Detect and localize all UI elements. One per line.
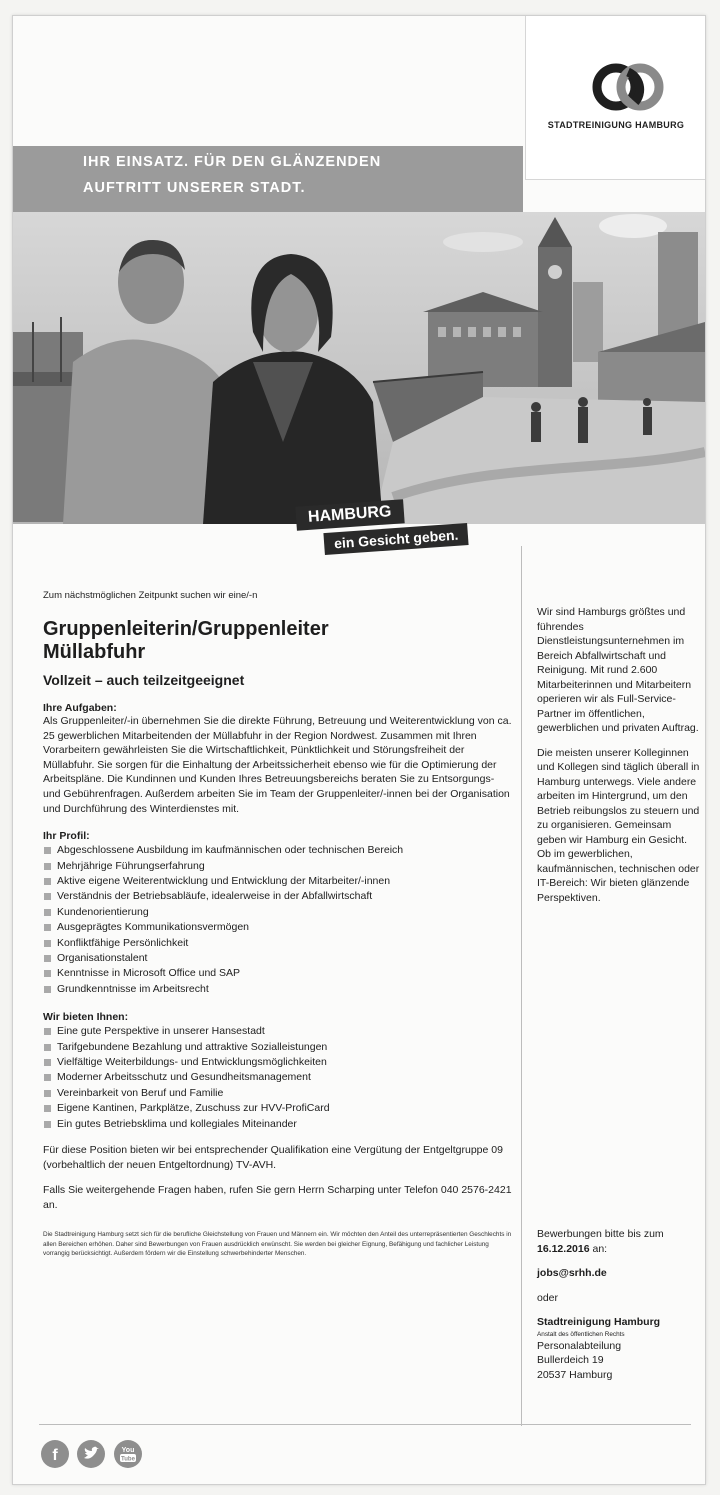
salary-text: Für diese Position bieten wir bei entsprechender Qualifikation eine Vergütung der Entgeltgruppe 09 (vorbehaltlich der neuen Entgeltordnung) TV-AVH. xyxy=(43,1144,503,1171)
tasks-text: Als Gruppenleiter/-in übernehmen Sie die direkte Führung, Betreuung und Weiterentwicklung von ca. 25 gewerblichen Mitarbeitenden der Müllabfuhr in der Region Nordwest. Zusammen mit Ihren Vorarbeitern gewährleisten Sie die Wirtschaftlichkeit, Pünktlichkeit und Störungsfreiheit der Müllabfuhr. Sie sorgen für die Einhaltung der Arbeitssicherheit ebenso wie für die Optimierung der Arbeitspläne. Die Kundinnen und Kunden Ihres Betreuungsbereichs beraten Sie zu Entsorgungs- und Gebührenfragen. Außerdem arbeiten Sie im Team der Gruppenleiter/-innen bei der Organisation und Durchführung des Winterdienstes mit. xyxy=(43,715,512,815)
logo-box xyxy=(525,16,706,180)
list-item: Vereinbarkeit von Beruf und Familie xyxy=(43,1086,513,1101)
list-item: Tarifgebundene Bezahlung und attraktive Sozialleistungen xyxy=(43,1040,513,1055)
list-item: Moderner Arbeitsschutz und Gesundheitsmanagement xyxy=(43,1070,513,1085)
list-item: Aktive eigene Weiterentwicklung und Entwicklung der Mitarbeiter/-innen xyxy=(43,874,513,889)
list-item: Organisationstalent xyxy=(43,951,513,966)
org-subtitle: Anstalt des öffentlichen Rechts xyxy=(537,1330,625,1338)
intro-text: Zum nächstmöglichen Zeitpunkt suchen wir eine/-n xyxy=(43,590,258,601)
tasks-heading: Ihre Aufgaben: xyxy=(43,702,117,714)
interlocked-rings-logo-icon xyxy=(588,56,668,118)
job-title-line-1: Gruppenleiterin/Gruppenleiter xyxy=(43,618,329,640)
list-item: Verständnis der Betriebsabläufe, idealerweise in der Abfallwirtschaft xyxy=(43,889,513,904)
equality-disclaimer: Die Stadtreinigung Hamburg setzt sich für die berufliche Gleichstellung von Frauen und Männern ein. Wir möchten den Anteil des unterrepräsentierten Geschlechts in allen Bereichen erhöhen. Daher sind Bewerbungen von Frauen ausdrücklich erwünscht. Sie werden bei gleicher Eignung, Befähigung und fachlicher Leistung vorrangig berücksichtigt. Außerdem fördern wir die Einstellung schwerbehinderter Menschen. xyxy=(43,1231,512,1257)
org-name: Stadtreinigung Hamburg xyxy=(537,1316,661,1328)
offer-list xyxy=(43,1024,513,1132)
apply-suffix: an: xyxy=(592,1242,608,1255)
social-icons xyxy=(41,1440,146,1473)
column-divider xyxy=(521,546,522,1426)
brand-name: STADTREINIGUNG HAMBURG xyxy=(547,120,685,130)
about-text-2: Die meisten unserer Kolleginnen und Kollegen sind täglich überall in Hamburg unterwegs. Viele andere arbeiten im Hintergrund, um den Betrieb reibungslos zu steuern und zu organisieren. Gemeinsam geben wir Hamburg ein Gesicht. Ob im gewerblichen, kaufmännischen, technischen oder IT-Bereich: Wir bieten glänzende Perspektiven. xyxy=(537,746,700,904)
side-column xyxy=(537,605,701,905)
list-item: Vielfältige Weiterbildungs- und Entwicklungsmöglichkeiten xyxy=(43,1055,513,1070)
svg-text:You: You xyxy=(121,1447,135,1454)
list-item: Kundenorientierung xyxy=(43,905,513,920)
about-block-1 xyxy=(537,605,701,736)
street: Bullerdeich 19 xyxy=(537,1354,604,1366)
job-title xyxy=(43,618,513,664)
profile-list xyxy=(43,843,513,997)
contact-text: Falls Sie weitergehende Fragen haben, rufen Sie gern Herrn Scharping unter Telefon 040 2576-2421 an. xyxy=(43,1184,512,1211)
slogan-line-2: AUFTRITT UNSERER STADT. xyxy=(83,180,306,196)
facebook-icon[interactable] xyxy=(41,1440,69,1468)
or-text: oder xyxy=(537,1291,559,1304)
apply-date: 16.12.2016 xyxy=(537,1242,590,1255)
badge-hamburg: HAMBURG xyxy=(295,499,404,530)
list-item: Ausgeprägtes Kommunikationsvermögen xyxy=(43,920,513,935)
job-ad-sheet xyxy=(12,15,706,1485)
apply-deadline xyxy=(537,1242,701,1257)
application-info xyxy=(537,1227,701,1382)
harbor-scene-illustration xyxy=(13,212,705,524)
profile-heading: Ihr Profil: xyxy=(43,830,90,843)
slogan xyxy=(83,149,381,201)
main-column xyxy=(43,590,513,1258)
email-link[interactable]: jobs@srhh.de xyxy=(537,1267,607,1279)
svg-text:Tube: Tube xyxy=(120,1456,135,1463)
twitter-icon[interactable] xyxy=(77,1440,105,1468)
list-item: Kenntnisse in Microsoft Office und SAP xyxy=(43,966,513,981)
department: Personalabteilung xyxy=(537,1339,622,1352)
about-block-2 xyxy=(537,746,701,906)
job-subtitle: Vollzeit – auch teilzeitgeeignet xyxy=(43,672,245,688)
list-item: Eigene Kantinen, Parkplätze, Zuschuss zur HVV-ProfiCard xyxy=(43,1101,513,1116)
city: 20537 Hamburg xyxy=(537,1368,613,1381)
offer-heading: Wir bieten Ihnen: xyxy=(43,1011,129,1024)
list-item: Grundkenntnisse im Arbeitsrecht xyxy=(43,982,513,997)
youtube-icon[interactable] xyxy=(114,1440,142,1468)
job-title-line-2: Müllabfuhr xyxy=(43,641,146,663)
list-item: Eine gute Perspektive in unserer Hansestadt xyxy=(43,1024,513,1039)
slogan-line-1: IHR EINSATZ. FÜR DEN GLÄNZENDEN xyxy=(83,154,382,170)
badge-ein-gesicht-geben: ein Gesicht geben. xyxy=(323,523,469,555)
footer-divider xyxy=(39,1424,691,1425)
list-item: Ein gutes Betriebsklima und kollegiales Miteinander xyxy=(43,1117,513,1132)
list-item: Konfliktfähige Persönlichkeit xyxy=(43,936,513,951)
header-photo xyxy=(13,212,705,524)
apply-prefix: Bewerbungen bitte bis zum xyxy=(537,1228,664,1240)
about-text-1: Wir sind Hamburgs größtes und führendes Dienstleistungsunternehmen im Bereich Abfallwirtschaft und Reinigung. Mit rund 2.600 Mitarbeiterinnen und Mitarbeitern operieren wir als Full-Service-Partner im öffentlichen, gewerblichen und privaten Auftrag. xyxy=(537,606,699,734)
list-item: Mehrjährige Führungserfahrung xyxy=(43,859,513,874)
svg-text:f: f xyxy=(52,1447,58,1464)
list-item: Abgeschlossene Ausbildung im kaufmännischen oder technischen Bereich xyxy=(43,843,513,858)
